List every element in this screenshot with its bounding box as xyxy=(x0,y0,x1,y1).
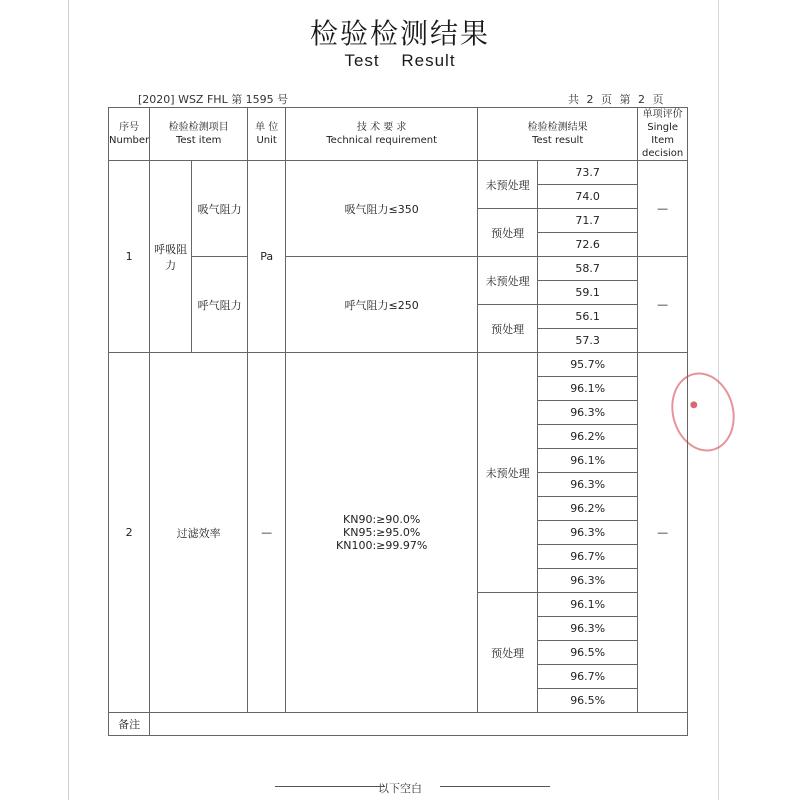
row1-exhale-requirement: 呼气阻力≤250 xyxy=(286,257,478,353)
page-title: 检验检测结果 xyxy=(309,17,490,50)
row2-unit: — xyxy=(248,353,286,713)
result-value: 96.3% xyxy=(538,521,638,545)
result-value: 73.7 xyxy=(538,161,638,185)
remarks-row xyxy=(109,713,688,736)
row1-unit: Pa xyxy=(248,161,286,353)
scan-edge-left xyxy=(68,0,69,800)
row2-requirement: KN90:≥90.0% KN95:≥95.0% KN100:≥99.97% xyxy=(286,353,478,713)
row1-item: 呼吸阻力 xyxy=(150,161,192,353)
table-row xyxy=(109,257,688,281)
row1-number: 1 xyxy=(109,161,150,353)
footer-blank-note: 以下空白 xyxy=(378,782,422,795)
table-row xyxy=(109,353,688,377)
result-value: 56.1 xyxy=(538,305,638,329)
result-value: 96.5% xyxy=(538,641,638,665)
row1-exhale-untreated-label: 未预处理 xyxy=(478,257,538,305)
remarks-value xyxy=(150,713,688,736)
result-value: 96.1% xyxy=(538,449,638,473)
row1-exhale-treated-label: 预处理 xyxy=(478,305,538,353)
row1-inhale-treated-label: 预处理 xyxy=(478,209,538,257)
row2-untreated-label: 未预处理 xyxy=(478,353,538,593)
row1-inhale-untreated-label: 未预处理 xyxy=(478,161,538,209)
result-value: 72.6 xyxy=(538,233,638,257)
result-value: 96.1% xyxy=(538,593,638,617)
result-value: 96.3% xyxy=(538,473,638,497)
row2-decision: — xyxy=(638,353,688,713)
row2-number: 2 xyxy=(109,353,150,713)
header-decision: 单项评价 Single Item decision xyxy=(638,108,688,161)
row1-inhale-decision: — xyxy=(638,161,688,257)
header-result: 检验检测结果 Test result xyxy=(478,108,638,161)
result-value: 96.3% xyxy=(538,401,638,425)
result-value: 57.3 xyxy=(538,329,638,353)
row2-treated-label: 预处理 xyxy=(478,593,538,713)
page-subtitle: Test Result xyxy=(344,51,456,70)
result-value: 96.7% xyxy=(538,665,638,689)
row2-item: 过滤效率 xyxy=(150,353,248,713)
page-info: 共 2 页 第 2 页 xyxy=(568,93,664,106)
row1-exhale-decision: — xyxy=(638,257,688,353)
table-row xyxy=(109,161,688,185)
official-seal: ● xyxy=(663,365,744,458)
result-value: 96.1% xyxy=(538,377,638,401)
result-value: 96.2% xyxy=(538,425,638,449)
header-row xyxy=(109,108,688,161)
row1-exhale-name: 呼气阻力 xyxy=(192,257,248,353)
results-table xyxy=(108,107,688,736)
header-unit: 单 位 Unit xyxy=(248,108,286,161)
result-value: 96.7% xyxy=(538,545,638,569)
remarks-label: 备注 xyxy=(109,713,150,736)
result-value: 59.1 xyxy=(538,281,638,305)
result-value: 96.3% xyxy=(538,569,638,593)
header-requirement: 技 术 要 求 Technical requirement xyxy=(286,108,478,161)
result-value: 74.0 xyxy=(538,185,638,209)
result-value: 95.7% xyxy=(538,353,638,377)
result-value: 96.3% xyxy=(538,617,638,641)
header-number: 序号 Number xyxy=(109,108,150,161)
result-value: 96.2% xyxy=(538,497,638,521)
report-number: [2020] WSZ FHL 第 1595 号 xyxy=(138,93,289,106)
result-value: 96.5% xyxy=(538,689,638,713)
row1-inhale-name: 吸气阻力 xyxy=(192,161,248,257)
result-value: 58.7 xyxy=(538,257,638,281)
result-value: 71.7 xyxy=(538,209,638,233)
row1-inhale-requirement: 吸气阻力≤350 xyxy=(286,161,478,257)
header-item: 检验检测项目 Test item xyxy=(150,108,248,161)
